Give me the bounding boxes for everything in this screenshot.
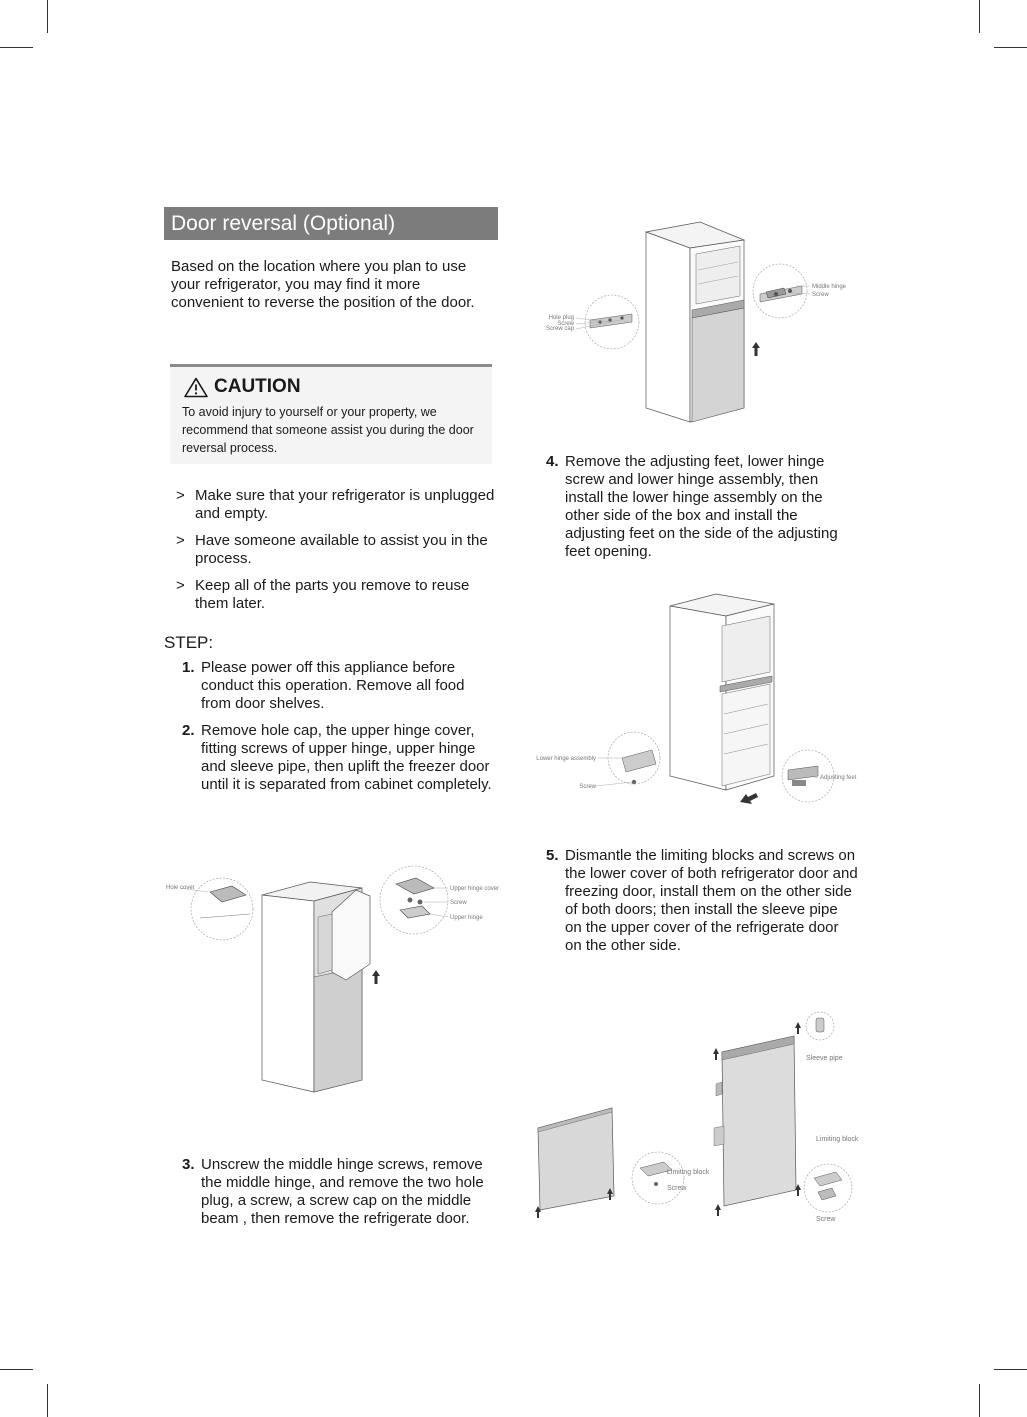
label-limiting-block: Limiting block xyxy=(816,1136,859,1143)
caution-heading xyxy=(184,376,301,398)
label-hole-plug: Hole plug xyxy=(548,315,574,321)
crop-mark xyxy=(47,0,48,33)
label-screw: Screw xyxy=(450,900,467,906)
label-hole-cover: Hole cover xyxy=(166,885,195,891)
warning-icon xyxy=(184,377,208,398)
caution-box xyxy=(170,364,492,464)
label-screw: Screw xyxy=(557,321,574,327)
label-middle-hinge: Middle hinge xyxy=(812,284,847,290)
crop-mark xyxy=(994,1369,1027,1370)
crop-mark xyxy=(994,47,1027,48)
intro-paragraph: Based on the location where you plan to use your refrigerator, you may find it more convenient to reverse the position of the door. xyxy=(171,258,475,311)
label-screw-cap: Screw cap xyxy=(545,326,574,332)
label-sleeve-pipe: Sleeve pipe xyxy=(806,1055,843,1062)
crop-mark xyxy=(979,0,980,33)
label-screw: Screw xyxy=(579,784,596,790)
figure-middle-hinge-removal xyxy=(540,218,860,424)
label-lower-hinge-assembly: Lower hinge assembly xyxy=(536,756,596,762)
figure-door-parts-swap xyxy=(530,1008,866,1226)
figure-upper-hinge-removal xyxy=(160,862,500,1094)
crop-mark xyxy=(47,1384,48,1417)
figure-lower-hinge-removal xyxy=(536,590,860,810)
label-adjusting-feet: Adjusting feet xyxy=(820,775,857,781)
step-5: 5. Dismantle the limiting blocks and screws on the lower cover of both refrigerator door and freezing door, install them on the other side of both doors; then install the sleeve pipe on the upper cover of the refrigerate door on the other side. xyxy=(546,847,858,954)
crop-mark xyxy=(0,1369,33,1370)
step-4: 4. Remove the adjusting feet, lower hinge screw and lower hinge assembly, then install the lower hinge assembly on the other side of the box and install the adjusting feet on the side of the adjusting feet opening. xyxy=(546,453,838,560)
caution-text: To avoid injury to yourself or your property, we recommend that someone assist you during the door reversal process. xyxy=(182,405,474,455)
list-item: > Make sure that your refrigerator is unplugged and empty. xyxy=(176,487,495,522)
crop-mark xyxy=(0,47,33,48)
step-heading: STEP: xyxy=(164,633,214,652)
step-2: 2. Remove hole cap, the upper hinge cover, fitting screws of upper hinge, upper hinge and sleeve pipe, then uplift the freezer door until it is separated from cabinet completely. xyxy=(182,722,492,793)
prep-list xyxy=(176,487,496,622)
label-upper-hinge-cover: Upper hinge cover xyxy=(450,886,500,892)
step-1: 1. Please power off this appliance before conduct this operation. Remove all food from door shelves. xyxy=(182,659,465,712)
caution-title: CAUTION xyxy=(214,376,301,397)
section-title: Door reversal (Optional) xyxy=(164,207,498,240)
label-limiting-block: Limiting block xyxy=(667,1169,710,1176)
label-screw: Screw xyxy=(812,292,829,298)
list-item: > Keep all of the parts you remove to reuse them later. xyxy=(176,577,470,612)
list-item: > Have someone available to assist you in the process. xyxy=(176,532,488,567)
label-screw: Screw xyxy=(816,1216,836,1223)
step-3: 3. Unscrew the middle hinge screws, remove the middle hinge, and remove the two hole plug, a screw, a screw cap on the middle beam , then remove the refrigerate door. xyxy=(182,1156,484,1227)
label-upper-hinge: Upper hinge xyxy=(450,915,483,921)
label-screw: Screw xyxy=(667,1185,687,1192)
crop-mark xyxy=(979,1384,980,1417)
